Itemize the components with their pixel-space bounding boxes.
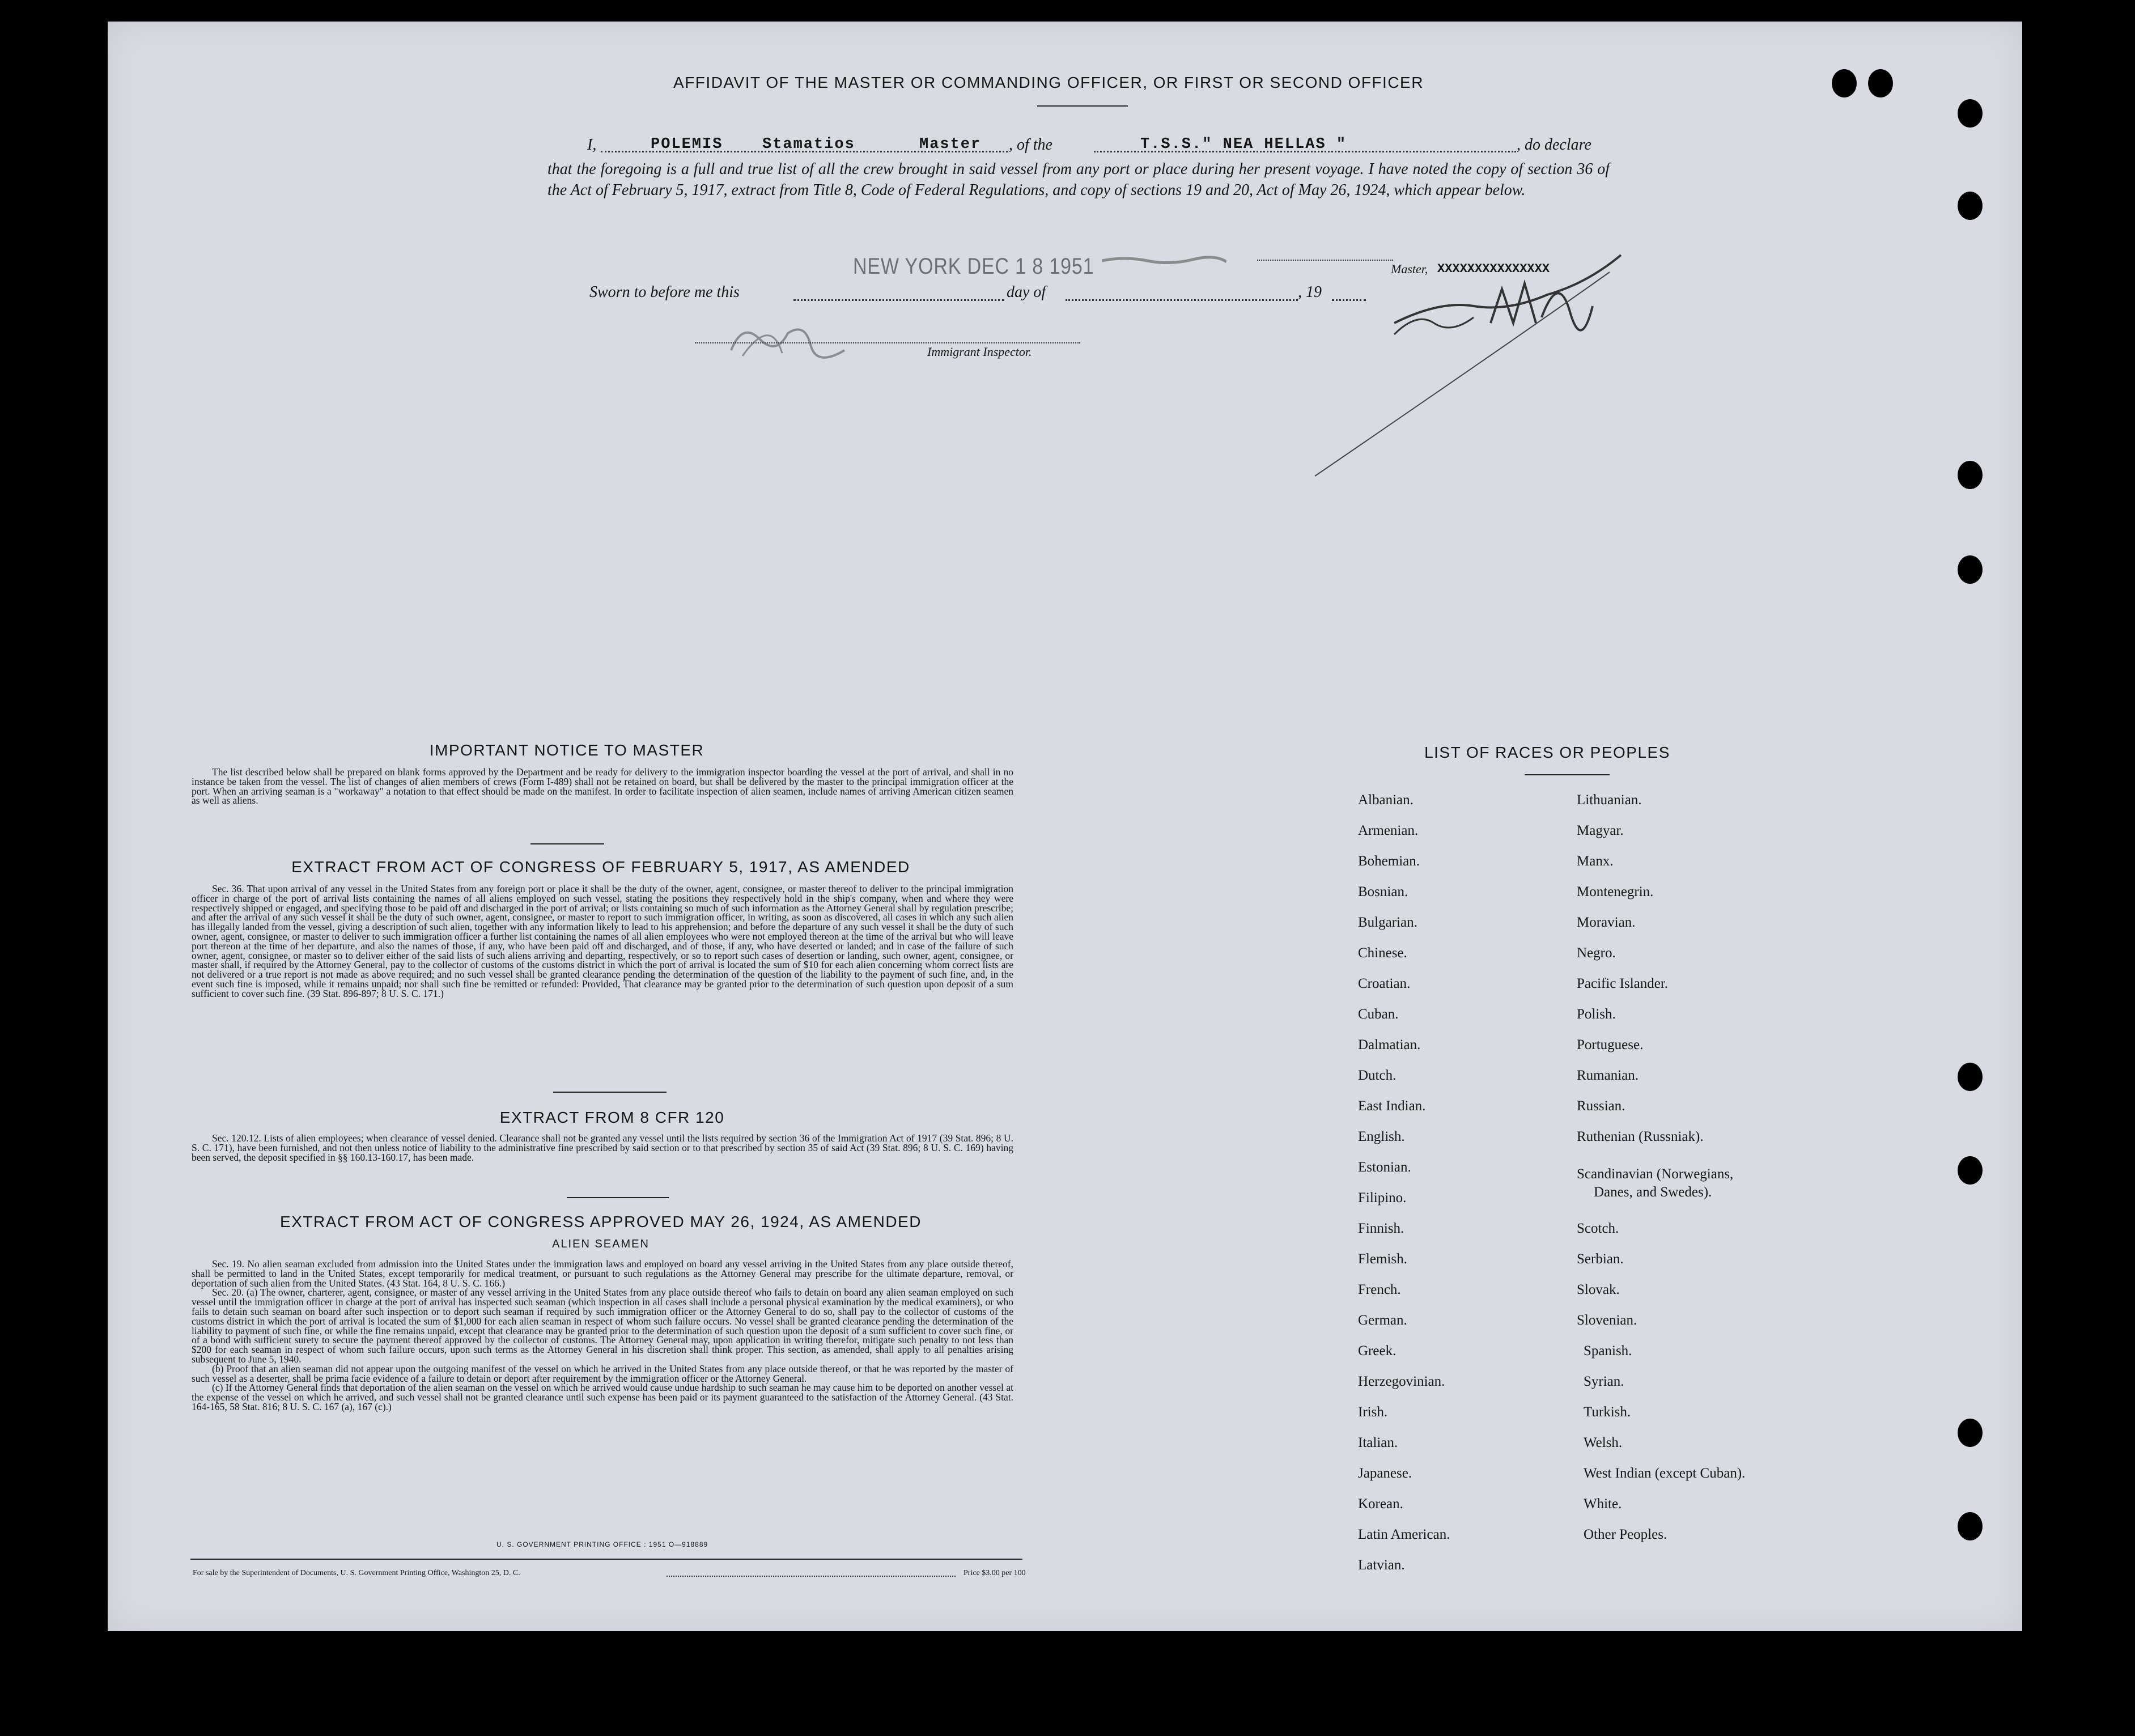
declaration-text: that the foregoing is a full and true list of all the crew brought in said vessel from any port or place during her present voyage. I have noted the copy of section 36 of the Act of February 5, 1917, extract from Title 8, Code of Federal Regulations, and copy of sections 19 and 20, Act of May 26, 1924, which appear below. [547,160,1610,199]
race-item: Bosnian. [1358,884,1408,899]
sworn-day-line [793,285,1004,301]
race-item: Bulgarian. [1358,915,1417,930]
punch-hole [1958,1063,1983,1091]
race-item: Estonian. [1358,1160,1411,1175]
race-item: Danes, and Swedes). [1594,1185,1712,1200]
race-item: Slovenian. [1577,1313,1637,1328]
race-item: Croatian. [1358,976,1411,991]
race-item: German. [1358,1313,1407,1328]
race-item: Negro. [1577,945,1616,961]
price-notice: Price $3.00 per 100 [963,1569,1026,1577]
race-item: Cuban. [1358,1007,1399,1022]
punch-hole [1958,192,1983,220]
race-item: Pacific Islander. [1577,976,1669,991]
month-line [1066,285,1298,301]
notice-text [192,767,1013,805]
sec20c-paragraph: (c) If the Attorney General finds that deportation of the alien seaman on the vessel on which he arrived would cause undue hardship to such seaman he may cause him to be deported on another vessel at the expense of the vessel on which he arrived, and such vessel shall not be granted clearance until such expense has been paid or its payment guaranteed to the satisfaction of the Attorney General. (43 Stat. 164-165, 58 Stat. 816; 8 U. S. C. 167 (a), 167 (c).) [192,1382,1013,1412]
race-item: Chinese. [1358,945,1407,961]
punch-hole [1958,555,1983,584]
inspector-label: Immigrant Inspector. [927,345,1032,359]
race-item: Portuguese. [1577,1037,1644,1052]
master-surname: POLEMIS [651,136,723,153]
extract-cfr-text [192,1134,1013,1162]
race-item: Spanish. [1584,1343,1632,1359]
race-item: Greek. [1358,1343,1397,1359]
footer-rule [190,1559,1022,1560]
gpo-imprint: U. S. GOVERNMENT PRINTING OFFICE : 1951 O—918889 [496,1540,708,1548]
race-item: Scotch. [1577,1221,1619,1236]
extract-1924-subtitle: ALIEN SEAMEN [552,1238,650,1250]
day-of-label: day of [1007,283,1046,301]
divider [1525,774,1610,775]
race-item: English. [1358,1129,1405,1144]
race-item: French. [1358,1282,1401,1297]
extract-cfr-paragraph: Sec. 120.12. Lists of alien employees; when clearance of vessel denied. Clearance shall not be granted any vessel until the lists required by section 36 of the Immigration Act of 1917 (39 Stat. 896; 8 U. S. C. 171), have been furnished, and not then unless notice of liability to the administrative fine prescribed by said section or to that prescribed by section 35 of said Act (39 Stat. 896; 8 U. S. C. 169) having been served, the deposit specified in §§ 160.13-160.17, has been made. [192,1132,1013,1163]
master-given-name: Stamatios [762,136,855,153]
race-item: Latin American. [1358,1527,1450,1542]
notice-paragraph: The list described below shall be prepared on blank forms approved by the Department and be ready for delivery to the immigration inspector boarding the vessel at the port of arrival, and shall in no instance be taken from the vessel. The list of changes of alien members of crews (Form I-489) shall not be retained on board, but shall be delivered by the master to the principal immigration officer at the port. When an arriving seaman is a "workaway" a notation to that effect should be made on the manifest. In order to facilitate inspection of alien seamen, include names of arriving American citizen seamen as well as aliens. [192,766,1013,807]
date-stamp: NEW YORK DEC 1 8 1951 [853,254,1094,279]
punch-hole [1958,1156,1983,1185]
punch-hole [1958,99,1983,128]
race-item: Korean. [1358,1496,1403,1512]
divider [530,843,604,844]
race-item: White. [1584,1496,1622,1512]
punch-hole [1868,69,1893,97]
master-signature [1304,238,1644,487]
race-item: Serbian. [1577,1251,1624,1267]
race-item: Italian. [1358,1435,1398,1450]
punch-hole [1832,69,1857,97]
race-item: Filipino. [1358,1190,1407,1206]
extract-1924-text [192,1259,1013,1412]
race-item: West Indian (except Cuban). [1584,1466,1746,1481]
race-item: Ruthenian (Russniak). [1577,1129,1704,1144]
race-item: Finnish. [1358,1221,1404,1236]
punch-hole [1958,461,1983,489]
race-item: Rumanian. [1577,1068,1639,1083]
year-label: , 19 [1298,283,1322,301]
extract-cfr-title: EXTRACT FROM 8 CFR 120 [499,1109,725,1126]
punch-hole [1958,1512,1983,1540]
race-item: Bohemian. [1358,854,1420,869]
race-item: East Indian. [1358,1098,1426,1114]
race-item: Welsh. [1584,1435,1623,1450]
punch-hole [1958,1419,1983,1447]
sec20a-paragraph: Sec. 20. (a) The owner, charterer, agent, consignee, or master of any vessel arriving in the United States from any place outside thereof who fails to detain on board any alien seaman employed on such vessel until the immigration officer in charge at the port of arrival has inspected such seaman (which inspection in all cases shall include a personal physical examination by the medical examiners), or who fails to detain such seaman on board after such inspection or to deport such seaman if required by such immigration officer or the Attorney General to do so, shall pay to the collector of customs of the customs district in which the port of arrival is located the sum of $1,000 for each alien seaman in respect of whom such failure occurs. No vessel shall be granted clearance pending the determination of the liability to payment of such fine, or while the fine remains unpaid, except that clearance may be granted prior to the determination of such question upon the deposit of a sum sufficient to cover such fine, or of a bond with sufficient surety to secure the payment thereof approved by the collector of customs. The Attorney General may, upon application in writing therefor, mitigate such penalty to not less than $200 for each seaman in respect of whom such failure occurs, upon such terms as the Attorney General in his discretion shall think proper. This section, as amended, shall apply to all penalties arising subsequent to June 5, 1940. [192,1287,1013,1365]
extract-1917-title: EXTRACT FROM ACT OF CONGRESS OF FEBRUARY 5, 1917, AS AMENDED [291,858,910,876]
sworn-label: Sworn to before me this [589,283,740,301]
sec20b-paragraph: (b) Proof that an alien seaman did not appear upon the outgoing manifest of the vessel on which he arrived in the United States from any place outside thereof, or that he was reported by the master of such vessel as a deserter, shall be prima facie evidence of a failure to detain or deport after requirement by the immigration officer or the Attorney General. [192,1363,1013,1384]
inspector-line [695,332,1080,343]
affidavit-i: I, [587,136,597,154]
race-item: Lithuanian. [1577,792,1642,808]
race-item: Dalmatian. [1358,1037,1421,1052]
race-item: Slovak. [1577,1282,1620,1297]
race-item: Herzegovinian. [1358,1374,1445,1389]
race-item: Manx. [1577,854,1614,869]
race-item: Irish. [1358,1404,1388,1420]
race-item: Latvian. [1358,1557,1405,1573]
master-label: Master, [1391,262,1428,276]
race-item: Scandinavian (Norwegians, [1577,1166,1734,1182]
race-item: Flemish. [1358,1251,1407,1267]
notice-title: IMPORTANT NOTICE TO MASTER [429,741,704,759]
divider [1037,105,1128,107]
race-item: Magyar. [1577,823,1624,838]
stamp-smudge [1102,255,1226,265]
race-item: Polish. [1577,1007,1616,1022]
divider [553,1092,667,1093]
race-item: Montenegrin. [1577,884,1654,899]
race-item: Albanian. [1358,792,1414,808]
master-rank: Master [919,136,982,153]
race-item: Other Peoples. [1584,1527,1667,1542]
footer-dots [667,1569,956,1577]
race-item: Turkish. [1584,1404,1631,1420]
race-item: Dutch. [1358,1068,1397,1083]
sec19-paragraph: Sec. 19. No alien seaman excluded from admission into the United States under the immigration laws and employed on board any vessel arriving in the United States from any place outside thereof, shall be permitted to land in the United States, except temporarily for medical treatment, or pursuant to such regulations as the Attorney General may prescribe for the ultimate departure, removal, or deportation of such alien from the United States. (43 Stat. 164, 8 U. S. C. 166.) [192,1258,1013,1289]
extract-1917-paragraph: Sec. 36. That upon arrival of any vessel in the United States from any foreign port or place it shall be the duty of the owner, agent, consignee, or master thereof to deliver to the principal immigration officer in charge of the port of arrival lists containing the names of all aliens employed on such vessel, stating the positions they respectively hold in the ship's company, when and where they were respectively shipped or engaged, and specifying those to be paid off and discharged in the port of arrival; or lists containing so much of such information as the Attorney General shall by regulation prescribe; and after the arrival of any such vessel it shall be the duty of such owner, agent, consignee, or master to report to such immigration officer, in writing, as soon as discovered, all cases in which any such alien has illegally landed from the vessel, giving a description of such alien, together with any information likely to lead to his apprehension; and before the departure of any such vessel it shall be the duty of such owner, agent, consignee, or master to deliver to such immigration officer a further list containing the names of all alien employees who were not employed thereon at the time of the arrival but who will leave port thereon at the time of her departure, and also the names of those, if any, who have been paid off and discharged, and of those, if any, who have deserted or landed; and in case of the failure of such owner, agent, consignee, or master so to deliver either of the said lists of such aliens arriving and departing, respectively, or so to report such cases of desertion or landing, such owner, agent, consignee, or master shall, if required by the Attorney General, pay to the collector of customs of the customs district in which the port of arrival is located the sum of $10 for each alien concerning whom correct lists are not delivered or a true report is not made as above required; and no such vessel shall be granted clearance pending the determination of the question of the liability to the payment of such fine, and, in the event such fine is imposed, while it remains unpaid; nor shall such fine be remitted or refunded: Provided, That clearance may be granted prior to the determination of such question upon deposit of a sum sufficient to cover such fine. (39 Stat. 896-897; 8 U. S. C. 171.) [192,883,1013,999]
divider [567,1197,669,1198]
sale-notice: For sale by the Superintendent of Documents, U. S. Government Printing Office, Washington 25, D. C. [193,1569,520,1577]
race-item: Moravian. [1577,915,1636,930]
master-struck-text: XXXXXXXXXXXXXXX [1437,262,1550,276]
race-item: Syrian. [1584,1374,1624,1389]
race-item: Japanese. [1358,1466,1412,1481]
race-item: Armenian. [1358,823,1419,838]
race-item: Russian. [1577,1098,1625,1114]
of-the-label: , of the [1009,136,1052,154]
extract-1924-title: EXTRACT FROM ACT OF CONGRESS APPROVED MAY 26, 1924, AS AMENDED [280,1213,922,1230]
races-title: LIST OF RACES OR PEOPLES [1424,744,1670,761]
vessel-name: T.S.S." NEA HELLAS " [1140,136,1347,153]
affidavit-title: AFFIDAVIT OF THE MASTER OR COMMANDING OFFICER, OR FIRST OR SECOND OFFICER [673,74,1424,91]
extract-1917-text [192,884,1013,999]
do-declare-label: , do declare [1517,136,1591,154]
